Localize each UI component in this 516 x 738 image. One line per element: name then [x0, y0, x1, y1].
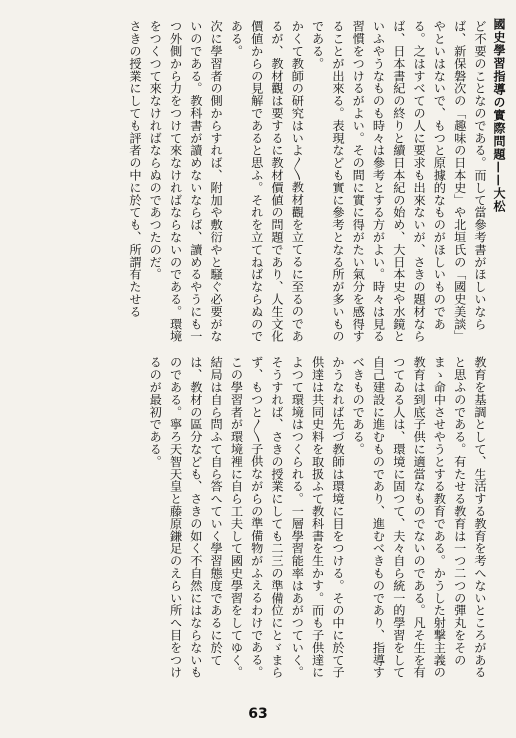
- running-header: 國史學習指導の實際問題——大松: [492, 18, 506, 213]
- paragraph: ど不要のことなのである。而して當參考書がほしいならば、新保磐次の「趣味の日本史」や北垣氏の「國史美談」やといはないで、もつと原據的なものがほしいものである。之はすべての人に要求も出來ないが、さきの題材ならば、日本書紀の終りと續日本紀の始め、大日本史や水鏡といふやうなものも時々は參考とする方がよい。時々は見る習慣をつけるがよい。その間に實に得がたい氣分を感得することが出來る。表現なども實に參考となる所が多いものである。: [310, 20, 487, 343]
- paragraph: この學習者が環境裡に自ら工夫して國史學習をしてゆく。結局は自ら問ふて自ら答へていく學習態度であるに於ては、教材の區分なども、さきの如く不自然にはならないものである。寧ろ天智天皇と藤原鎌足のえらい所へ目をつけるのが最初である。: [148, 356, 244, 679]
- paragraph: かうなれば先づ教師は環境に目をつける。その中に於て子供達は共同史料を取扱ふて教科書を生かす。而も子供達によつて環境はつくられる。一層學習能率はあがつていく。そうすれば、さきの授業にしても二三の準備位にとゞまらず、もつと〳〵子供ながらの準備物がふえるわけである。: [249, 356, 345, 679]
- page-number: 63: [248, 706, 268, 722]
- paragraph: 次に學習者の側からすれば、附加や敷衍やと騒ぐ必要がないのである。教科書が讀めないならば、讀めるやうにも一つ外側から力をつけて來なければならないのである。環境をつくつて來なければならぬのであつたのだ。: [148, 20, 224, 343]
- upper-text-block: [10, 20, 490, 344]
- lower-text-block: [10, 356, 490, 686]
- paragraph: 教育を基調として、生活する教育を考へないところがあると思ふのである。有たせる教育は一つ二つの彈丸をそのまゝ命中させやうとする教育である。かうした射撃主義の教育は到底子供に適當なものでないのである。凡そ生を有つてゐる人は、環境に固つて、夫々自ら統一的學習をして自己建設に進むものであり、進むべきものであり、指導すべきものである。: [351, 356, 487, 679]
- paragraph: かくて教師の研究はいよ〳〵教材觀を立てるに至るのであるが、教材觀は要するに教材價値の問題であり、人生文化價値からの見解であると思ふ。それを立てねばならぬのである。: [229, 20, 305, 343]
- paragraph: さきの授業にしても評者の中に於ても、所謂有たせる: [127, 20, 142, 318]
